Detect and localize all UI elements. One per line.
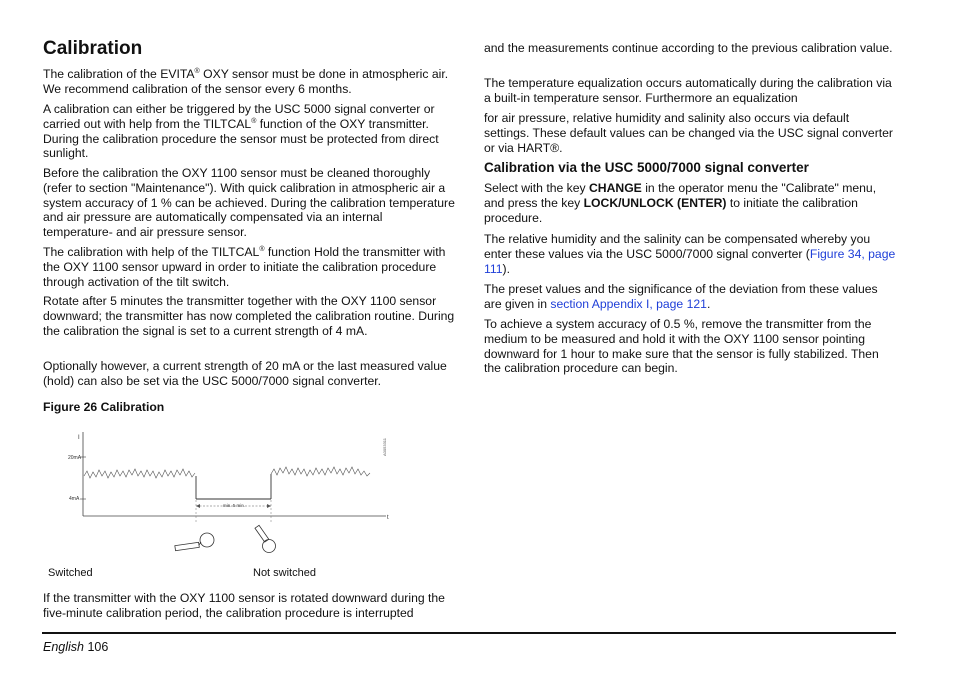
paragraph-humidity: The relative humidity and the salinity can be compensated whereby you enter these values via the USC 5000/7000 signal converter (Figure 34, page 111).	[484, 232, 896, 276]
key-lock-unlock: LOCK/UNLOCK (ENTER)	[583, 195, 727, 210]
signal-noise-left	[84, 469, 195, 478]
paragraph-select-key: Select with the key CHANGE in the operator menu the "Calibrate" menu, and press the key LOCK/UNLOCK (ENTER) to initiate the calibration procedure.	[484, 181, 877, 225]
x-axis-label: t	[387, 515, 389, 521]
page-title: Calibration	[43, 38, 143, 59]
y-axis-label: I	[78, 435, 80, 441]
key-change: CHANGE	[589, 181, 642, 195]
paragraph-trigger: A calibration can either be triggered by the USC 5000 signal converter or carried out with help from the TILTCAL® function of the OXY transmitter. During the calibration procedure the sensor must be protected from direct sunlight.	[43, 102, 439, 161]
label-20ma: 20mA	[68, 455, 82, 461]
signal-noise-right	[271, 467, 370, 476]
caption-switched: Switched	[48, 567, 93, 579]
ref-code: A0053311	[382, 438, 387, 456]
link-appendix-i[interactable]: section Appendix I, page 121	[550, 296, 707, 311]
paragraph-continue: and the measurements continue according to the previous calibration value.	[484, 41, 893, 55]
paragraph-temperature: The temperature equalization occurs automatically during the calibration via a built-in temperature sensor. Furthermore an equalization	[484, 76, 892, 105]
duration-label: min. 5 min.	[223, 503, 246, 508]
footer-divider	[42, 632, 896, 634]
paragraph-air-pressure: for air pressure, relative humidity and salinity also occurs via default settings. These default values can be changed via the USC signal converter or via HART®.	[484, 111, 893, 155]
sensor-not-switched-icon	[255, 525, 276, 552]
paragraph-accuracy: To achieve a system accuracy of 0.5 %, remove the transmitter from the medium to be measured and hold it with the OXY 1100 sensor pointing downward for 1 hour to make sure that the sensor is fully stabilized. Then the calibration procedure can begin.	[484, 317, 879, 376]
figure-title: Figure 26 Calibration	[43, 400, 165, 414]
calibration-figure	[60, 428, 400, 563]
paragraph-rotate: Rotate after 5 minutes the transmitter together with the OXY 1100 sensor downward; the transmitter has now completed the calibration routine. During the calibration the signal is set to a current strength of 4 mA.	[43, 294, 455, 338]
link-figure-34[interactable]: Figure 34, page 111	[484, 246, 896, 276]
sensor-switched-icon	[175, 533, 214, 551]
footer-language: English	[43, 640, 84, 654]
caption-not-switched: Not switched	[253, 567, 316, 579]
page-number: 106	[87, 640, 109, 654]
paragraph-preset-values: The preset values and the significance of the deviation from these values are given in section Appendix I, page 121.	[484, 282, 878, 311]
paragraph-optional: Optionally however, a current strength of 20 mA or the last measured value (hold) can also be set via the USC 5000/7000 signal converter.	[43, 359, 447, 388]
paragraph-interrupted: If the transmitter with the OXY 1100 sensor is rotated downward during the five-minute calibration period, the calibration procedure is interrupted	[43, 591, 445, 620]
section-heading: Calibration via the USC 5000/7000 signal converter	[484, 160, 809, 175]
label-4ma: 4mA	[69, 496, 80, 502]
paragraph-cleaning: Before the calibration the OXY 1100 sensor must be cleaned thoroughly (refer to section "Maintenance"). With quick calibration in atmospheric air a system accuracy of 1 % can be achieved. During the calibration temperature and air pressure are automatically compensated via an internal temperature- and air pressure sensor.	[43, 166, 455, 240]
paragraph-intro: The calibration of the EVITA® OXY sensor must be done in atmospheric air. We recommend calibration of the sensor every 6 months.	[43, 67, 449, 96]
page-footer	[43, 640, 108, 654]
paragraph-tiltcal: The calibration with help of the TILTCAL® function Hold the transmitter with the OXY 1100 sensor upward in order to initiate the calibration procedure through activation of the tilt switch.	[43, 245, 446, 289]
